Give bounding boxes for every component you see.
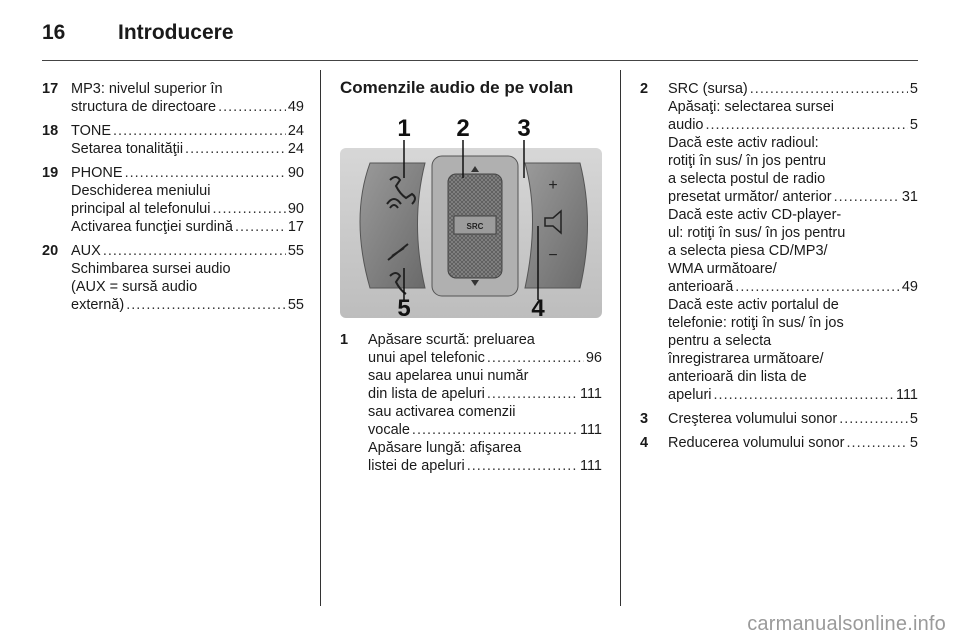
index-text: externă) bbox=[71, 297, 125, 313]
index-line bbox=[71, 164, 304, 182]
item-number: 17 bbox=[42, 81, 59, 97]
item-body bbox=[368, 331, 602, 475]
dot-leader bbox=[735, 278, 900, 296]
text-line: sau apelarea unui număr bbox=[368, 368, 529, 384]
text-line: MP3: nivelul superior în bbox=[71, 81, 223, 97]
dot-leader bbox=[839, 410, 908, 428]
dot-leader bbox=[412, 421, 578, 439]
page-reference: 24 bbox=[287, 141, 304, 157]
list-item bbox=[640, 410, 918, 428]
index-line bbox=[71, 200, 304, 218]
list-item bbox=[640, 80, 918, 404]
index-text: Setarea tonalităţii bbox=[71, 141, 184, 157]
index-text: vocale bbox=[368, 422, 410, 438]
page-header bbox=[42, 18, 234, 48]
index-text: apeluri bbox=[668, 387, 712, 403]
page-reference: 111 bbox=[579, 422, 602, 438]
page-title: Introducere bbox=[118, 21, 234, 44]
callout-2: 2 bbox=[456, 115, 470, 142]
page-reference: 55 bbox=[287, 297, 304, 313]
index-line bbox=[668, 386, 918, 404]
item-body bbox=[668, 434, 918, 452]
dot-leader bbox=[212, 200, 285, 218]
text-line: telefonie: rotiţi în sus/ în jos bbox=[668, 315, 844, 331]
index-text: structura de directoare bbox=[71, 99, 217, 115]
text-line: înregistrarea următoare/ bbox=[668, 351, 824, 367]
text-line: pentru a selecta bbox=[668, 333, 772, 349]
item-body bbox=[71, 122, 304, 158]
text-line: Apăsare scurtă: preluarea bbox=[368, 332, 535, 348]
text-line: Dacă este activ CD-player- bbox=[668, 207, 842, 223]
text-line: Apăsaţi: selectarea sursei bbox=[668, 99, 835, 115]
page-number: 16 bbox=[42, 21, 66, 44]
item-body bbox=[71, 242, 304, 314]
item-number: 20 bbox=[42, 243, 59, 259]
column-divider-right bbox=[620, 70, 621, 606]
header-rule bbox=[42, 60, 918, 61]
text-line: Deschiderea meniului bbox=[71, 183, 211, 199]
item-number: 2 bbox=[640, 81, 649, 97]
text-line: (AUX = sursă audio bbox=[71, 279, 198, 295]
minus-icon: − bbox=[548, 247, 558, 264]
page-reference: 24 bbox=[287, 123, 304, 139]
index-text: anterioară bbox=[668, 279, 734, 295]
index-line bbox=[668, 278, 918, 296]
index-text: din lista de apeluri bbox=[368, 386, 485, 402]
page-reference: 49 bbox=[287, 99, 304, 115]
index-text: SRC (sursa) bbox=[668, 81, 748, 97]
section-title: Comenzile audio de pe volan bbox=[340, 78, 574, 97]
dot-leader bbox=[714, 386, 894, 404]
page-reference: 5 bbox=[909, 435, 918, 451]
callout-4: 4 bbox=[531, 295, 545, 320]
item-number: 4 bbox=[640, 435, 649, 451]
callout-5: 5 bbox=[397, 295, 411, 320]
index-line bbox=[71, 98, 304, 116]
page-reference: 5 bbox=[909, 411, 918, 427]
list-item bbox=[42, 80, 304, 116]
page-reference: 90 bbox=[287, 201, 304, 217]
index-line bbox=[668, 80, 918, 98]
column-divider-left bbox=[320, 70, 321, 606]
index-line bbox=[71, 140, 304, 158]
plus-icon: + bbox=[548, 177, 558, 194]
index-text: Activarea funcţiei surdină bbox=[71, 219, 233, 235]
middle-column bbox=[340, 331, 602, 481]
dot-leader bbox=[834, 188, 900, 206]
index-line bbox=[368, 421, 602, 439]
index-text: PHONE bbox=[71, 165, 123, 181]
dot-leader bbox=[467, 457, 578, 475]
page-reference: 17 bbox=[287, 219, 304, 235]
list-item bbox=[42, 122, 304, 158]
page-reference: 49 bbox=[901, 279, 918, 295]
text-line: a selecta postul de radio bbox=[668, 171, 826, 187]
page-reference: 111 bbox=[895, 387, 918, 403]
text-line: anterioară din lista de bbox=[668, 369, 807, 385]
text-line: sau activarea comenzii bbox=[368, 404, 516, 420]
dot-leader bbox=[185, 140, 286, 158]
index-line bbox=[368, 349, 602, 367]
dot-leader bbox=[750, 80, 908, 98]
index-line bbox=[71, 218, 304, 236]
page-reference: 31 bbox=[901, 189, 918, 205]
page-reference: 5 bbox=[909, 117, 918, 133]
left-phone-button bbox=[360, 163, 425, 288]
page-reference: 111 bbox=[579, 458, 602, 474]
item-body bbox=[71, 164, 304, 236]
dot-leader bbox=[847, 434, 908, 452]
left-column bbox=[42, 80, 304, 320]
dot-leader bbox=[235, 218, 286, 236]
callout-1: 1 bbox=[397, 115, 411, 142]
index-line bbox=[71, 296, 304, 314]
index-line bbox=[668, 434, 918, 452]
dot-leader bbox=[487, 385, 578, 403]
steering-wheel-controls-figure bbox=[340, 108, 602, 320]
text-line: rotiţi în sus/ în jos pentru bbox=[668, 153, 826, 169]
text-line: Dacă este activ radioul: bbox=[668, 135, 819, 151]
index-text: principal al telefonului bbox=[71, 201, 211, 217]
index-text: Creşterea volumului sonor bbox=[668, 411, 838, 427]
list-item bbox=[340, 331, 602, 475]
index-line bbox=[71, 122, 304, 140]
watermark-brand: carmanualsonline.info bbox=[747, 613, 946, 635]
page-reference: 90 bbox=[287, 165, 304, 181]
index-line bbox=[668, 116, 918, 134]
text-line: ul: rotiţi în sus/ în jos pentru bbox=[668, 225, 846, 241]
dot-leader bbox=[113, 122, 286, 140]
list-item bbox=[640, 434, 918, 452]
index-line bbox=[368, 457, 602, 475]
index-text: unui apel telefonic bbox=[368, 350, 485, 366]
index-line bbox=[668, 410, 918, 428]
item-body bbox=[71, 80, 304, 116]
text-line: Schimbarea sursei audio bbox=[71, 261, 231, 277]
dot-leader bbox=[218, 98, 286, 116]
middle-column-title bbox=[340, 78, 602, 98]
index-text: TONE bbox=[71, 123, 112, 139]
index-text: presetat următor/ anterior bbox=[668, 189, 832, 205]
list-item bbox=[42, 242, 304, 314]
index-line bbox=[668, 188, 918, 206]
dot-leader bbox=[103, 242, 286, 260]
index-text: AUX bbox=[71, 243, 101, 259]
index-line bbox=[368, 385, 602, 403]
list-item bbox=[42, 164, 304, 236]
text-line: Apăsare lungă: afişarea bbox=[368, 440, 522, 456]
page-reference: 5 bbox=[909, 81, 918, 97]
dot-leader bbox=[125, 164, 286, 182]
index-text: Reducerea volumului sonor bbox=[668, 435, 845, 451]
page-reference: 111 bbox=[579, 386, 602, 402]
text-line: Dacă este activ portalul de bbox=[668, 297, 839, 313]
callout-3: 3 bbox=[517, 115, 531, 142]
item-number: 3 bbox=[640, 411, 649, 427]
dot-leader bbox=[487, 349, 584, 367]
page-reference: 55 bbox=[287, 243, 304, 259]
dot-leader bbox=[126, 296, 286, 314]
item-number: 19 bbox=[42, 165, 59, 181]
index-line bbox=[71, 242, 304, 260]
text-line: a selecta piesa CD/MP3/ bbox=[668, 243, 828, 259]
item-body bbox=[668, 80, 918, 404]
item-number: 18 bbox=[42, 123, 59, 139]
index-text: listei de apeluri bbox=[368, 458, 465, 474]
right-column bbox=[640, 80, 918, 458]
index-text: audio bbox=[668, 117, 704, 133]
item-number: 1 bbox=[340, 332, 349, 348]
dot-leader bbox=[705, 116, 907, 134]
page-reference: 96 bbox=[585, 350, 602, 366]
item-body bbox=[668, 410, 918, 428]
text-line: WMA următoare/ bbox=[668, 261, 777, 277]
src-label: SRC bbox=[466, 222, 484, 231]
